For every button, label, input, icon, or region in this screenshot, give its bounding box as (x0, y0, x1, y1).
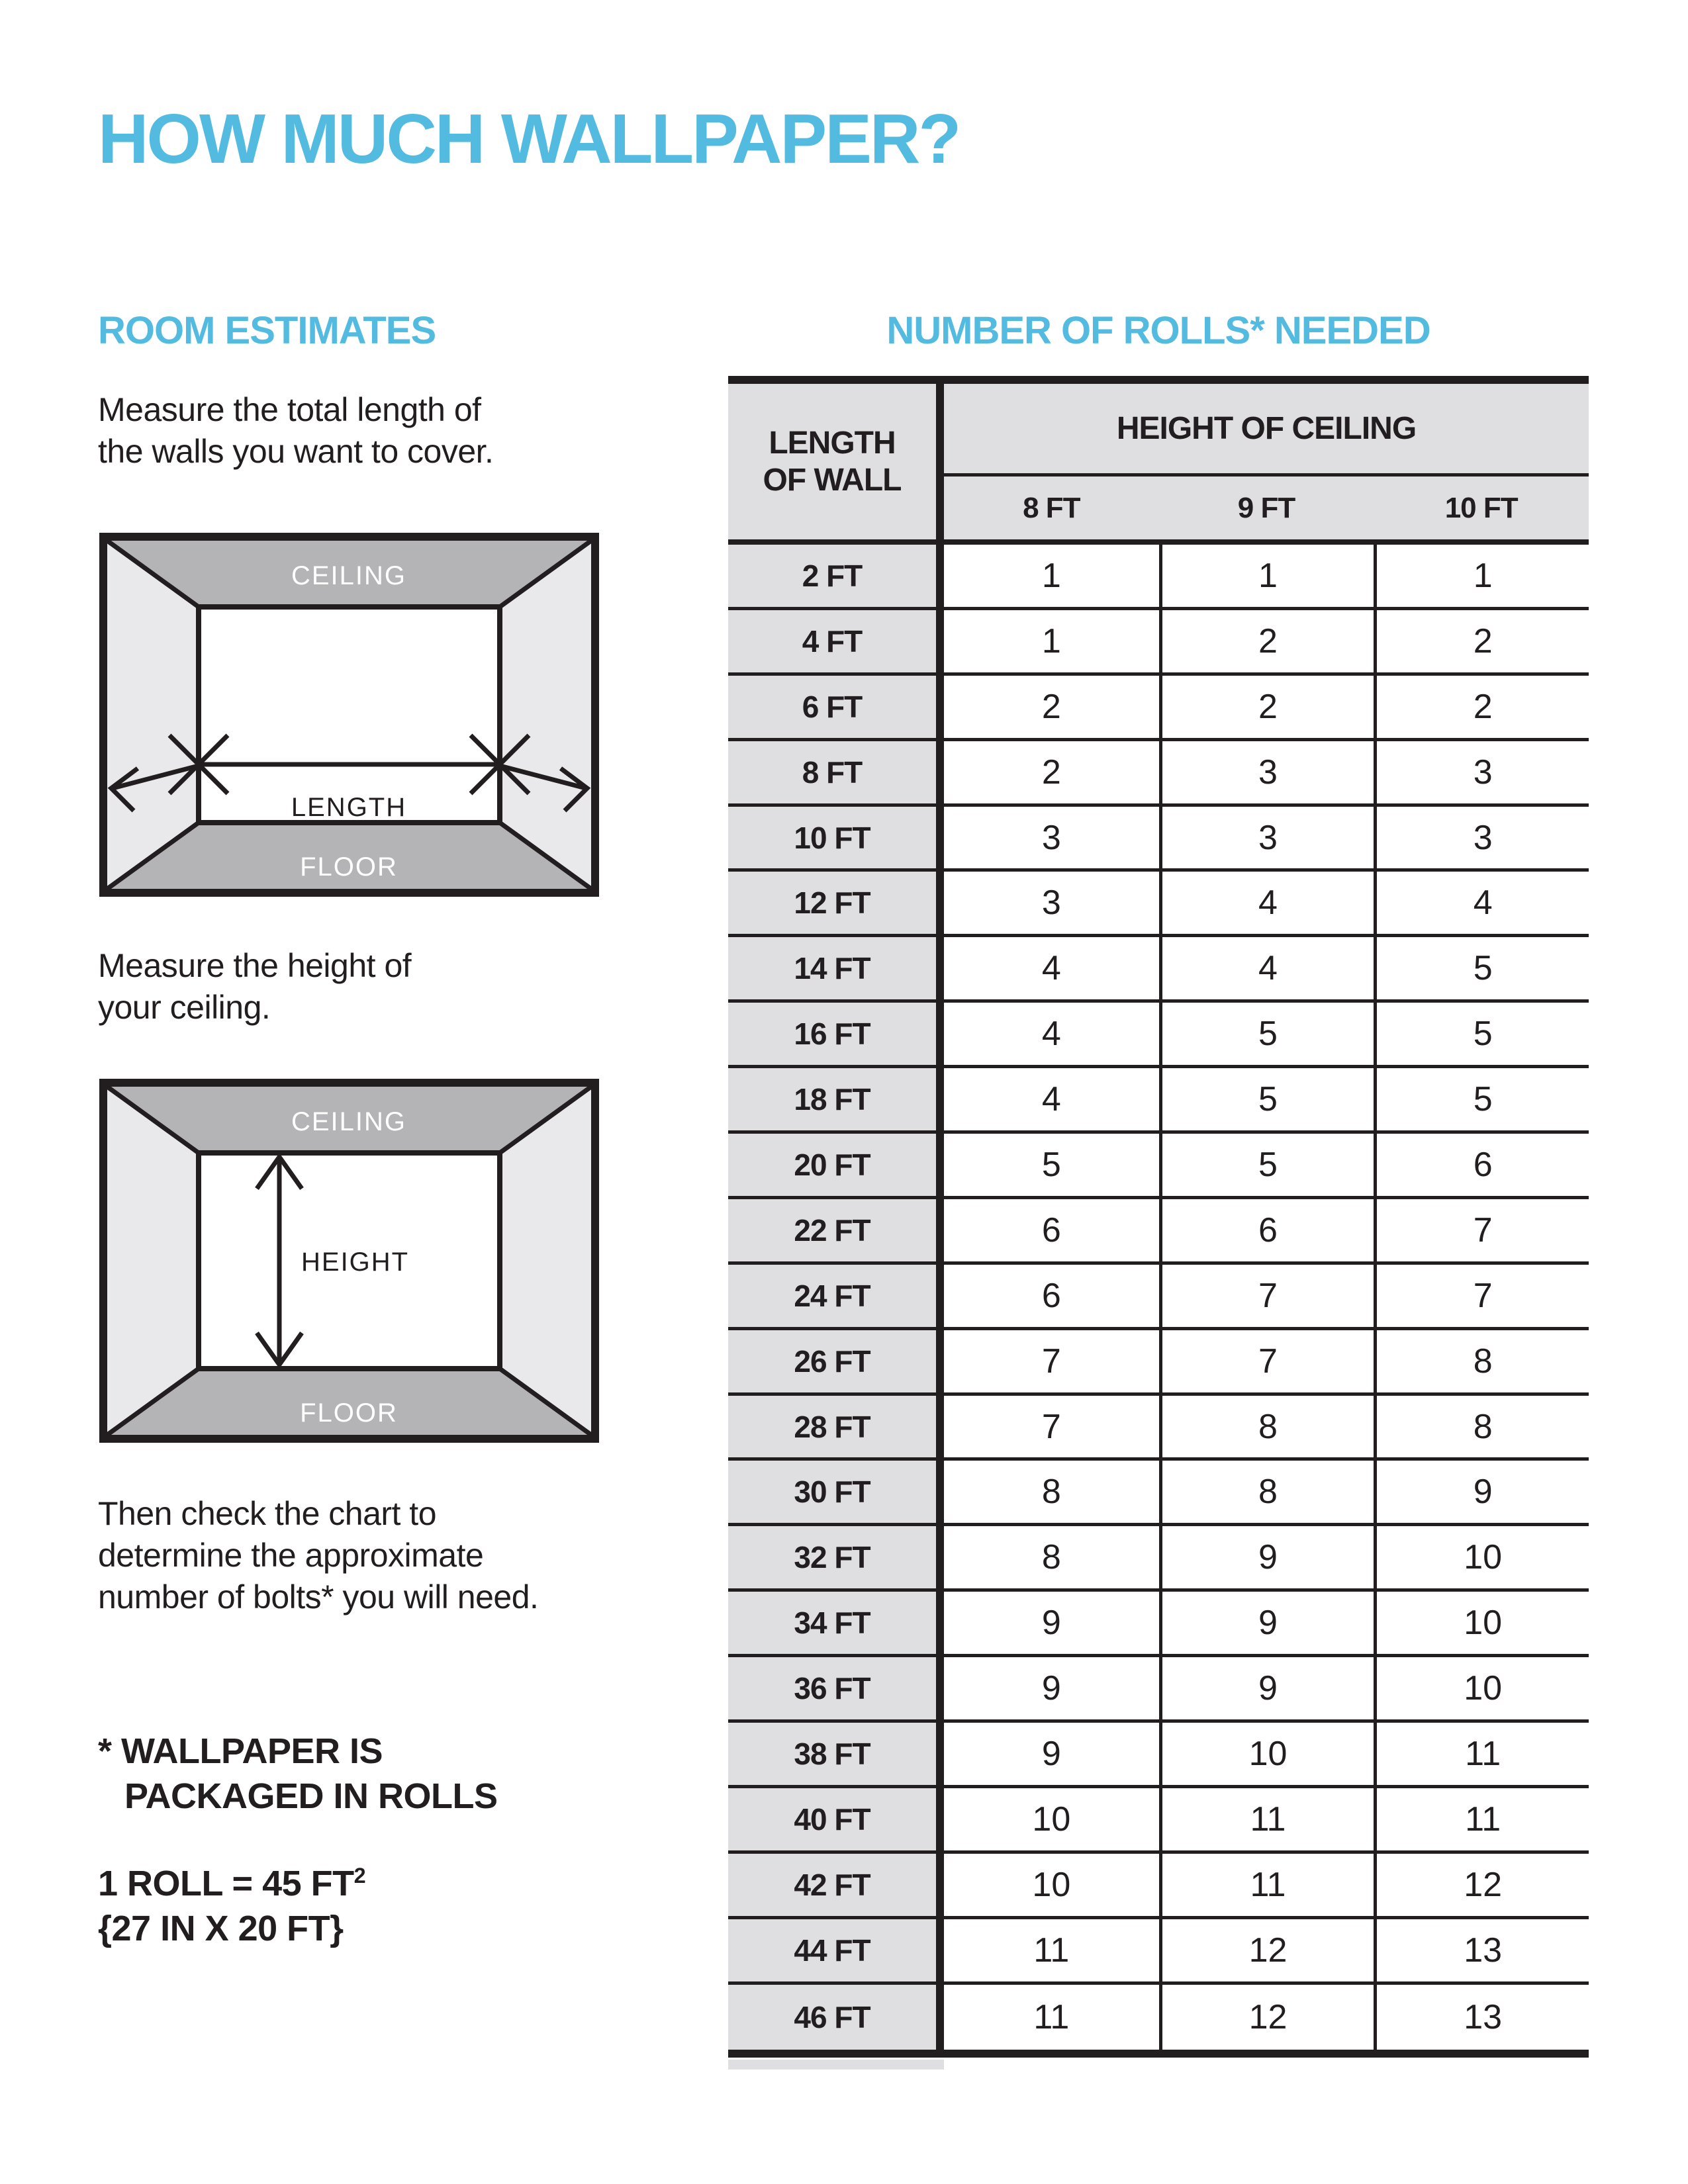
roll-count-cell: 4 (944, 937, 1159, 999)
roll-count-cell: 7 (1374, 1199, 1589, 1261)
roll-count-cell: 4 (944, 1003, 1159, 1065)
roll-count-cell: 10 (1374, 1592, 1589, 1654)
section-heading-room-estimates: ROOM ESTIMATES (98, 309, 436, 352)
roll-count-cell: 7 (1374, 1265, 1589, 1327)
table-row (728, 807, 1589, 872)
roll-count-cell: 9 (1374, 1461, 1589, 1523)
roll-count-cell: 2 (944, 676, 1159, 738)
height-label: HEIGHT (301, 1248, 410, 1277)
floor-label: FLOOR (300, 852, 398, 882)
paragraph-line: Measure the height of (98, 947, 412, 984)
paragraph-line: number of bolts* you will need. (98, 1578, 539, 1615)
roll-count-cell: 8 (944, 1461, 1159, 1523)
column-headers-row (944, 477, 1589, 539)
table-row (728, 1723, 1589, 1788)
paragraph-line: determine the approximate (98, 1537, 484, 1574)
row-label-wall-length: 36 FT (728, 1657, 944, 1719)
row-label-wall-length: 8 FT (728, 741, 944, 803)
roll-count-cell: 1 (944, 610, 1159, 672)
paragraph-measure-length (98, 389, 493, 473)
roll-count-cell: 10 (944, 1788, 1159, 1850)
column-group-header-area (944, 384, 1589, 539)
roll-count-cell: 9 (1159, 1657, 1374, 1719)
row-label-wall-length: 38 FT (728, 1723, 944, 1785)
roll-count-cell: 12 (1159, 1919, 1374, 1981)
wallpaper-rolls-footnote (98, 1729, 498, 1819)
roll-count-cell: 13 (1374, 1985, 1589, 2050)
column-group-header-height-of-ceiling: HEIGHT OF CEILING (944, 384, 1589, 477)
roll-count-cell: 10 (944, 1854, 1159, 1916)
roll-count-cell: 4 (1159, 872, 1374, 934)
paragraph-measure-height (98, 945, 411, 1028)
roll-count-cell: 11 (1159, 1788, 1374, 1850)
row-label-wall-length: 32 FT (728, 1526, 944, 1588)
column-header-9ft: 9 FT (1237, 491, 1295, 524)
room-diagram-height (99, 1079, 599, 1443)
roll-count-cell: 7 (944, 1330, 1159, 1392)
roll-count-cell: 8 (1159, 1396, 1374, 1458)
section-heading-rolls-needed: NUMBER OF ROLLS* NEEDED (886, 309, 1430, 352)
roll-count-cell: 4 (944, 1068, 1159, 1130)
table-row (728, 872, 1589, 937)
table-row (728, 1657, 1589, 1723)
roll-count-cell: 3 (1374, 807, 1589, 869)
row-label-wall-length: 16 FT (728, 1003, 944, 1065)
row-label-wall-length: 28 FT (728, 1396, 944, 1458)
row-label-wall-length: 44 FT (728, 1919, 944, 1981)
footnote-line: PACKAGED IN ROLLS (124, 1776, 498, 1816)
table-row (728, 1003, 1589, 1068)
roll-count-cell: 12 (1159, 1985, 1374, 2050)
paragraph-line: your ceiling. (98, 989, 271, 1026)
roll-count-cell: 3 (1159, 807, 1374, 869)
table-row (728, 1526, 1589, 1592)
roll-count-cell: 3 (1159, 741, 1374, 803)
roll-count-cell: 2 (1159, 676, 1374, 738)
roll-count-cell: 5 (1159, 1068, 1374, 1130)
table-row (728, 676, 1589, 741)
room-diagram-length (99, 533, 599, 897)
roll-count-cell: 3 (1374, 741, 1589, 803)
table-row (728, 741, 1589, 807)
page-title: HOW MUCH WALLPAPER? (98, 100, 960, 178)
roll-count-cell: 13 (1374, 1919, 1589, 1981)
roll-count-cell: 8 (944, 1526, 1159, 1588)
row-header-length-of-wall: LENGTH OF WALL (728, 384, 944, 539)
roll-count-cell: 3 (944, 807, 1159, 869)
paragraph-line: Then check the chart to (98, 1495, 437, 1532)
footnote-line: * WALLPAPER IS (98, 1731, 383, 1771)
roll-count-cell: 9 (1159, 1526, 1374, 1588)
roll-count-cell: 9 (944, 1657, 1159, 1719)
roll-count-cell: 1 (1374, 545, 1589, 607)
row-label-wall-length: 26 FT (728, 1330, 944, 1392)
table-row (728, 1788, 1589, 1854)
roll-count-cell: 8 (1374, 1396, 1589, 1458)
row-label-wall-length: 30 FT (728, 1461, 944, 1523)
roll-count-cell: 2 (1374, 610, 1589, 672)
table-row (728, 1068, 1589, 1134)
roll-count-cell: 9 (944, 1723, 1159, 1785)
roll-count-cell: 5 (1374, 1003, 1589, 1065)
table-label-column-tail (728, 2060, 944, 2070)
table-row (728, 545, 1589, 610)
roll-count-cell: 10 (1374, 1657, 1589, 1719)
row-label-wall-length: 6 FT (728, 676, 944, 738)
length-label: LENGTH (291, 793, 407, 822)
table-row (728, 937, 1589, 1003)
table-row (728, 1854, 1589, 1919)
table-row (728, 610, 1589, 676)
rolls-table-body (728, 545, 1589, 2050)
roll-count-cell: 6 (944, 1199, 1159, 1261)
roll-count-cell: 6 (1159, 1199, 1374, 1261)
roll-count-cell: 3 (944, 872, 1159, 934)
floor-label: FLOOR (300, 1398, 398, 1428)
table-row (728, 1461, 1589, 1526)
superscript-2: 2 (353, 1864, 366, 1888)
roll-count-cell: 5 (1374, 937, 1589, 999)
table-row (728, 1330, 1589, 1396)
table-row (728, 1396, 1589, 1461)
roll-count-cell: 2 (1374, 676, 1589, 738)
room-perspective-height-illustration (99, 1079, 599, 1443)
roll-count-cell: 4 (1374, 872, 1589, 934)
row-label-wall-length: 22 FT (728, 1199, 944, 1261)
roll-count-cell: 8 (1159, 1461, 1374, 1523)
roll-count-cell: 5 (944, 1134, 1159, 1196)
roll-count-cell: 7 (944, 1396, 1159, 1458)
roll-count-cell: 2 (1159, 610, 1374, 672)
row-label-wall-length: 14 FT (728, 937, 944, 999)
roll-count-cell: 11 (1374, 1788, 1589, 1850)
row-label-wall-length: 24 FT (728, 1265, 944, 1327)
roll-count-cell: 2 (944, 741, 1159, 803)
row-label-wall-length: 18 FT (728, 1068, 944, 1130)
roll-count-cell: 11 (944, 1919, 1159, 1981)
column-header-10ft: 10 FT (1444, 491, 1518, 524)
row-label-wall-length: 34 FT (728, 1592, 944, 1654)
roll-count-cell: 10 (1159, 1723, 1374, 1785)
roll-count-cell: 6 (944, 1265, 1159, 1327)
table-row (728, 1985, 1589, 2050)
roll-count-cell: 5 (1159, 1134, 1374, 1196)
roll-count-cell: 1 (1159, 545, 1374, 607)
roll-count-cell: 11 (944, 1985, 1159, 2050)
table-row (728, 1592, 1589, 1657)
paragraph-line: Measure the total length of (98, 391, 481, 428)
roll-count-cell: 1 (944, 545, 1159, 607)
paragraph-check-chart (98, 1493, 538, 1618)
roll-count-cell: 6 (1374, 1134, 1589, 1196)
roll-count-cell: 12 (1374, 1854, 1589, 1916)
column-header-8ft: 8 FT (1023, 491, 1080, 524)
roll-count-cell: 10 (1374, 1526, 1589, 1588)
table-row (728, 1134, 1589, 1199)
roll-count-cell: 5 (1374, 1068, 1589, 1130)
roll-dimensions-line: {27 IN X 20 FT} (98, 1909, 344, 1948)
table-row (728, 1919, 1589, 1985)
table-header (728, 384, 1589, 545)
roll-count-cell: 4 (1159, 937, 1374, 999)
back-wall (199, 607, 500, 823)
row-label-wall-length: 40 FT (728, 1788, 944, 1850)
table-row (728, 1199, 1589, 1265)
row-label-wall-length: 10 FT (728, 807, 944, 869)
ceiling-label: CEILING (291, 1107, 407, 1136)
ceiling-label: CEILING (291, 561, 407, 590)
row-label-wall-length: 42 FT (728, 1854, 944, 1916)
row-label-wall-length: 2 FT (728, 545, 944, 607)
roll-count-cell: 7 (1159, 1330, 1374, 1392)
table-row (728, 1265, 1589, 1330)
row-label-wall-length: 12 FT (728, 872, 944, 934)
roll-count-cell: 9 (1159, 1592, 1374, 1654)
roll-count-cell: 11 (1374, 1723, 1589, 1785)
roll-count-cell: 11 (1159, 1854, 1374, 1916)
paragraph-line: the walls you want to cover. (98, 433, 494, 470)
roll-size-info (98, 1853, 365, 1951)
roll-count-cell: 7 (1159, 1265, 1374, 1327)
roll-count-cell: 5 (1159, 1003, 1374, 1065)
room-perspective-length-illustration (99, 533, 599, 897)
row-label-wall-length: 4 FT (728, 610, 944, 672)
roll-count-cell: 8 (1374, 1330, 1589, 1392)
roll-area-line: 1 ROLL = 45 $FT^2$ (98, 1864, 366, 1903)
row-label-wall-length: 20 FT (728, 1134, 944, 1196)
row-label-wall-length: 46 FT (728, 1985, 944, 2050)
roll-count-cell: 9 (944, 1592, 1159, 1654)
rolls-needed-table (728, 376, 1589, 2058)
